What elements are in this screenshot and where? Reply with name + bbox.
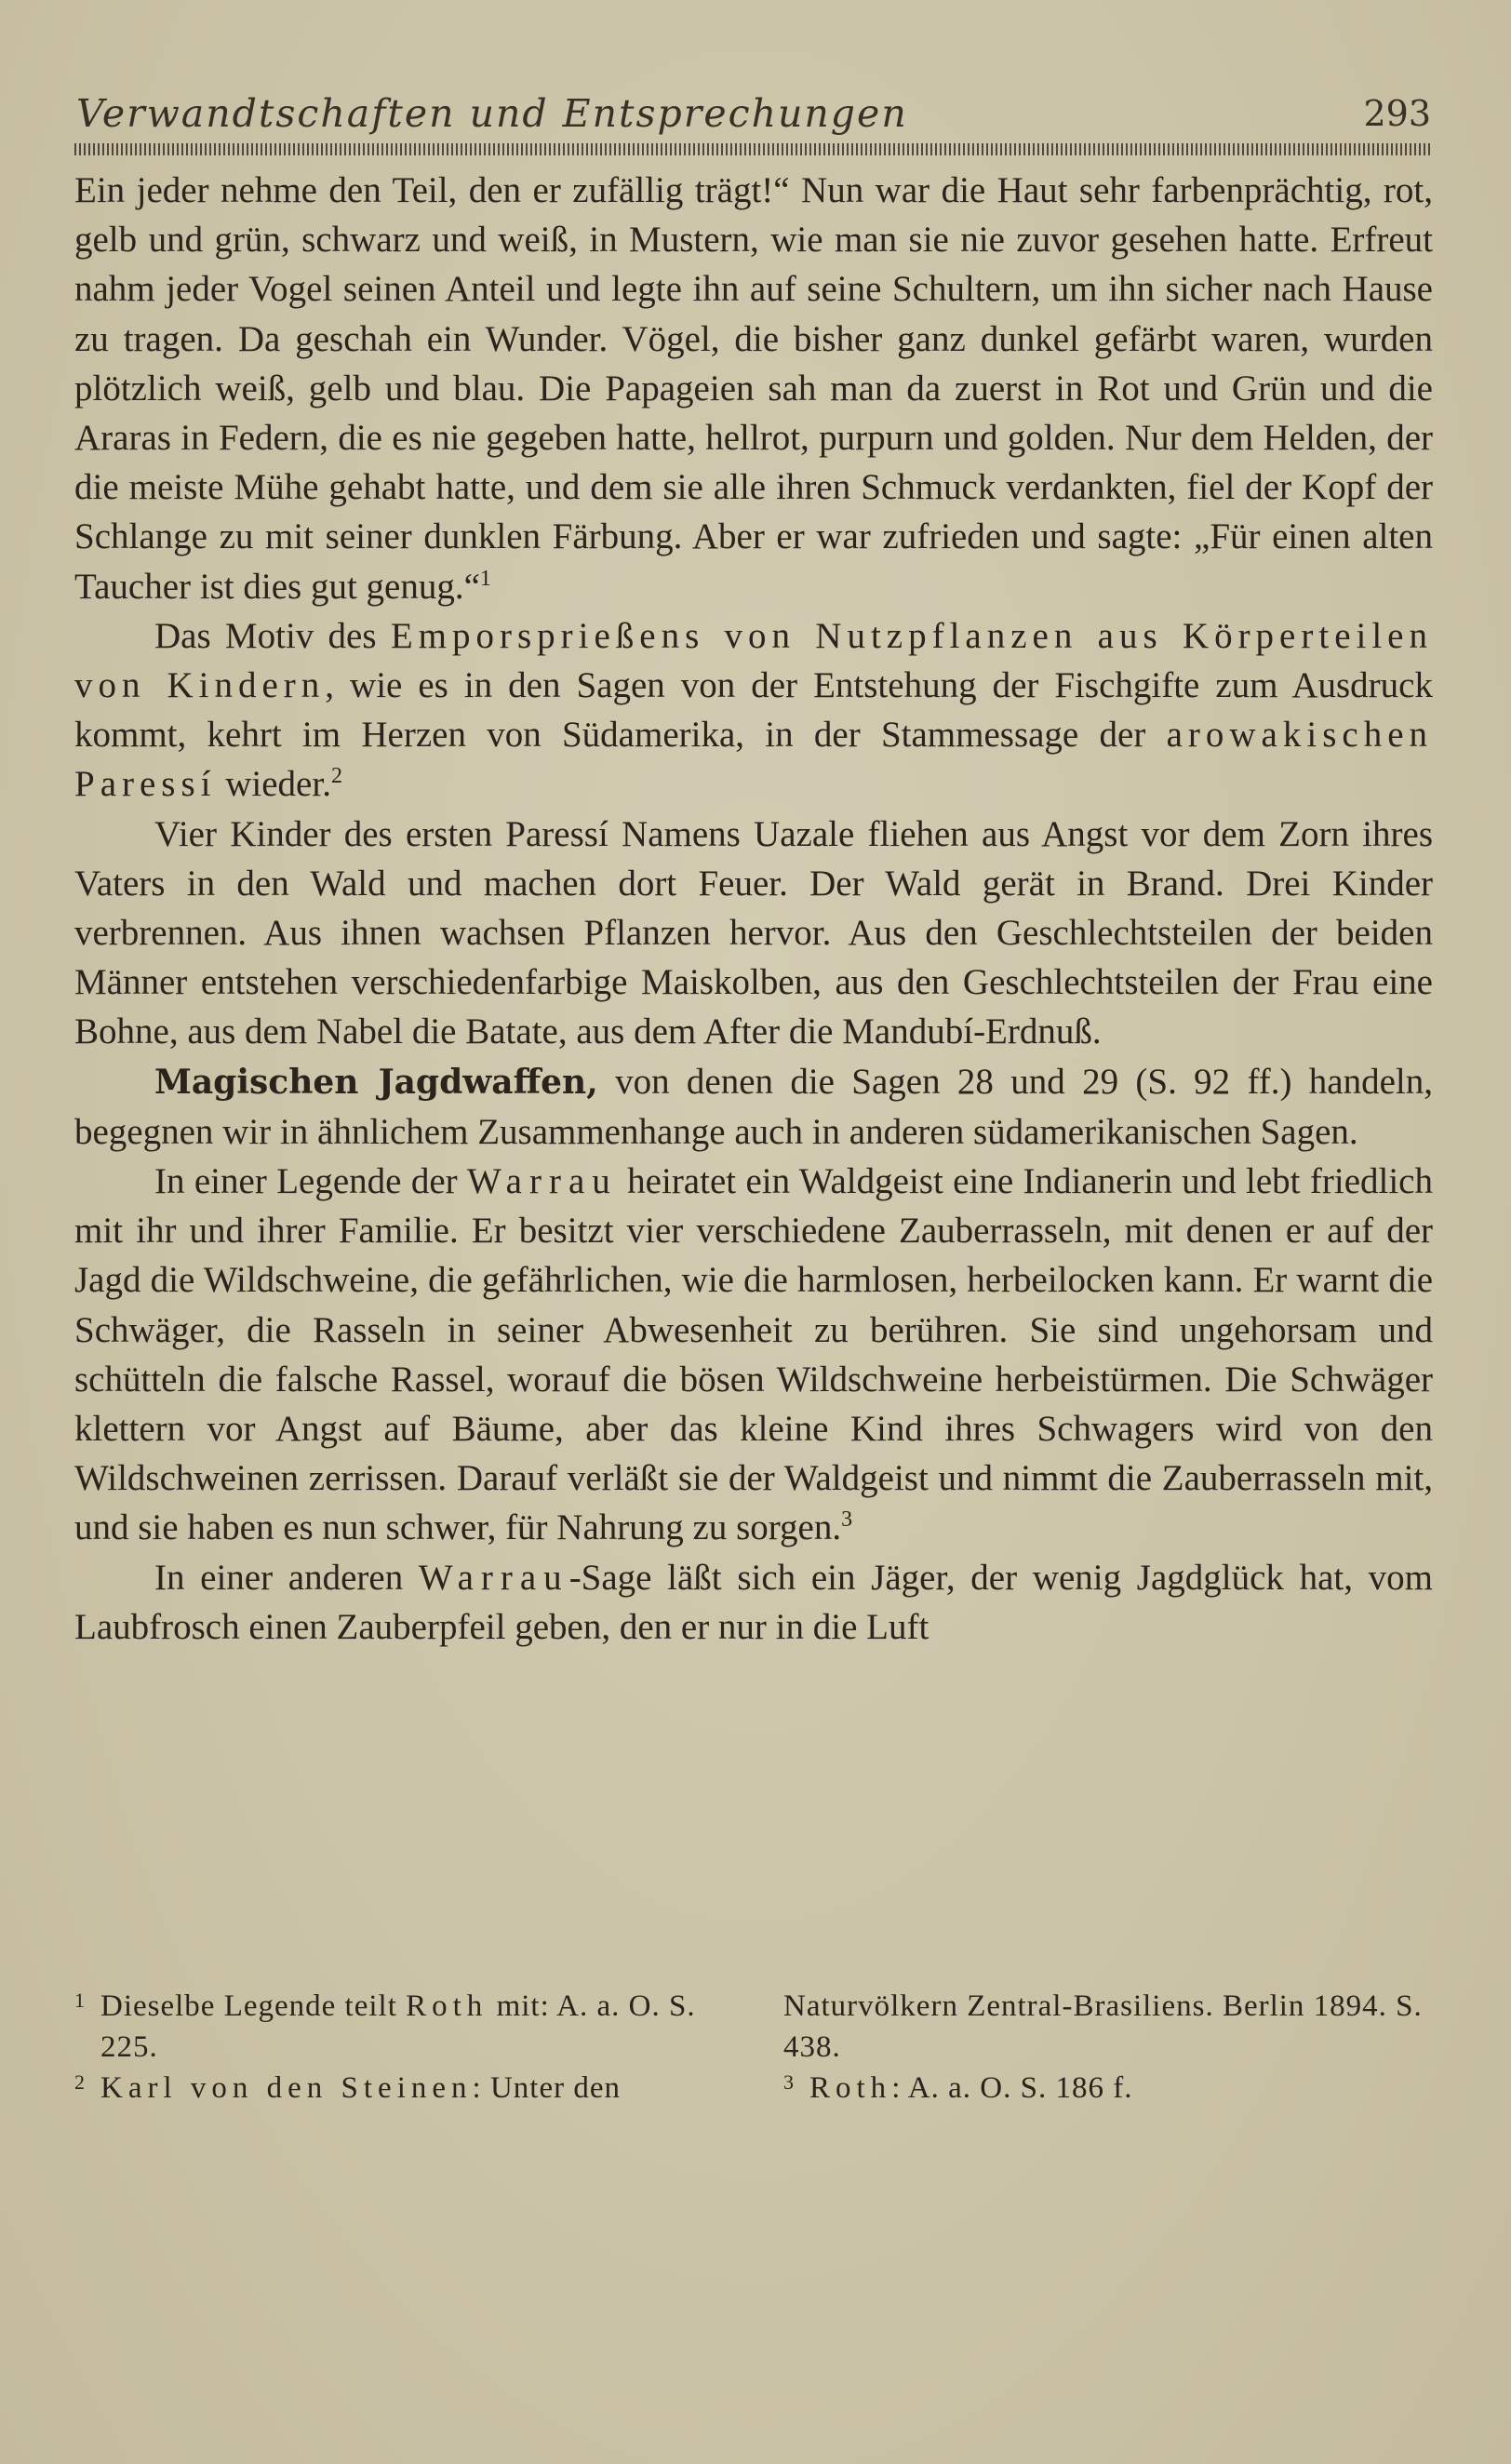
footnote-number: 2 [74,2070,86,2094]
main-text [74,166,1433,1652]
paragraph-text: -Sage läßt sich ein Jäger, der wenig Jagdglück hat, vom Laubfrosch einen Zauberpfeil geben, den er nur in die Luft [74,1557,1433,1647]
paragraph-4 [74,1057,1433,1157]
footnote-text: : Unter den [472,2071,621,2105]
footnotes-left-column [74,1986,754,2109]
footnote-ref: 2 [330,764,342,789]
footnote-number: 1 [74,1989,86,2012]
paragraph-6 [74,1553,1433,1652]
paragraph-5 [74,1157,1433,1553]
paragraph-3 [74,810,1433,1057]
footnotes-right-column [783,1986,1435,2109]
spaced-emphasis: arowakischen Paressí [74,715,1433,805]
paragraph-text: In einer Legende der [154,1161,467,1202]
footnote-2 [74,2068,754,2109]
footnote-ref: 3 [841,1507,853,1533]
footnote-3 [783,2068,1435,2109]
paragraph-1 [74,166,1433,611]
spaced-emphasis: Warrau [418,1557,569,1598]
spaced-name: Roth [809,2071,892,2105]
footnote-1 [74,1986,754,2068]
footnote-text: : A. a. O. S. 186 f. [891,2071,1133,2105]
spaced-emphasis: Warrau [467,1161,618,1202]
footnote-number: 3 [783,2070,795,2094]
bold-term: Magischen Jagdwaffen, [154,1062,598,1102]
paragraph-text: Vier Kinder des ersten Paressí Namens Uazale fliehen aus Angst vor dem Zorn ihres Vaters in den Wald und machen dort Feuer. Der Wald gerät in Brand. Drei Kinder verbrennen. Aus ihnen wachsen Pflanzen hervor. Aus den Geschlechtsteilen der beiden Männer entstehen verschiedenfarbige Maiskolben, aus den Geschlechtsteilen der Frau eine Bohne, aus dem Nabel die Batate, aus dem After die Mandubí-Erdnuß. [74,813,1433,1052]
running-head [76,91,1431,145]
paragraph-text: heiratet ein Waldgeist eine Indianerin und lebt friedlich mit ihr und ihrer Familie. Er besitzt vier verschiedene Zauberrasseln, mit denen er auf der Jagd die Wildschweine, die gefährlichen, wie die harmlosen, herbeilocken kann. Er warnt die Schwäger, die Rasseln in seiner Abwesenheit zu berühren. Sie sind ungehorsam und schütteln die falsche Rassel, worauf die bösen Wildschweine herbeistürmen. Die Schwäger klettern vor Angst auf Bäume, aber das kleine Kind ihres Schwagers wird von den Wildschweinen zerrissen. Darauf verläßt sie der Waldgeist und nimmt die Zauberrasseln mit, und sie haben es nun schwer, für Nahrung zu sorgen. [74,1161,1433,1548]
spaced-name: Karl von den Steinen [100,2071,473,2105]
running-head-title: Verwandtschaften und Entsprechungen [76,91,908,136]
footnote-text: mit: A. a. O. S. 225. [100,1989,696,2064]
footnote-2-continued [783,1986,1435,2068]
footnote-ref: 1 [479,566,491,591]
paragraph-text: Ein jeder nehme den Teil, den er zufällig trägt!“ Nun war die Haut sehr farbenprächtig, rot, gelb und grün, schwarz und weiß, in Mustern, wie man sie nie zuvor gesehen hatte. Erfreut nahm jeder Vogel seinen Anteil und legte ihn auf seine Schultern, um ihn sicher nach Hause zu tragen. Da geschah ein Wunder. Vögel, die bisher ganz dunkel gefärbt waren, wurden plötzlich weiß, gelb und blau. Die Papageien sah man da zuerst in Rot und Grün und die Araras in Federn, die es nie gegeben hatte, hellrot, purpurn und golden. Nur dem Helden, der die meiste Mühe gehabt hatte, und dem sie alle ihren Schmuck verdankten, fiel der Kopf der Schlange zu mit seiner dunklen Färbung. Aber er war zufrieden und sagte: „Für einen alten Taucher ist dies gut genug.“ [74,170,1433,607]
footnote-text: Naturvölkern Zentral-Brasiliens. Berlin 1894. S. 438. [783,1989,1423,2064]
paragraph-text: Das Motiv des [154,615,391,656]
paragraph-text: , wie es in den Sagen von der Entstehung der Fischgifte zum Ausdruck kommt, kehrt im Herzen von Südamerika, in der Stammessage der [74,665,1433,756]
page-number: 293 [1363,93,1431,134]
spaced-emphasis: Emporsprießens von Nutzpflanzen aus Körperteilen von Kindern [74,615,1433,706]
paragraph-text: von denen die Sagen 28 und 29 (S. 92 ff.) handeln, begegnen wir in ähnlichem Zusammenhange auch in anderen südamerikanischen Sagen. [74,1061,1433,1152]
spaced-name: Roth [406,1989,488,2023]
paragraph-text: In einer anderen [154,1557,419,1598]
paragraph-text: wieder. [216,764,331,805]
footnote-text: Dieselbe Legende teilt [100,1989,407,2023]
paragraph-2 [74,611,1433,810]
header-rule [74,143,1431,155]
